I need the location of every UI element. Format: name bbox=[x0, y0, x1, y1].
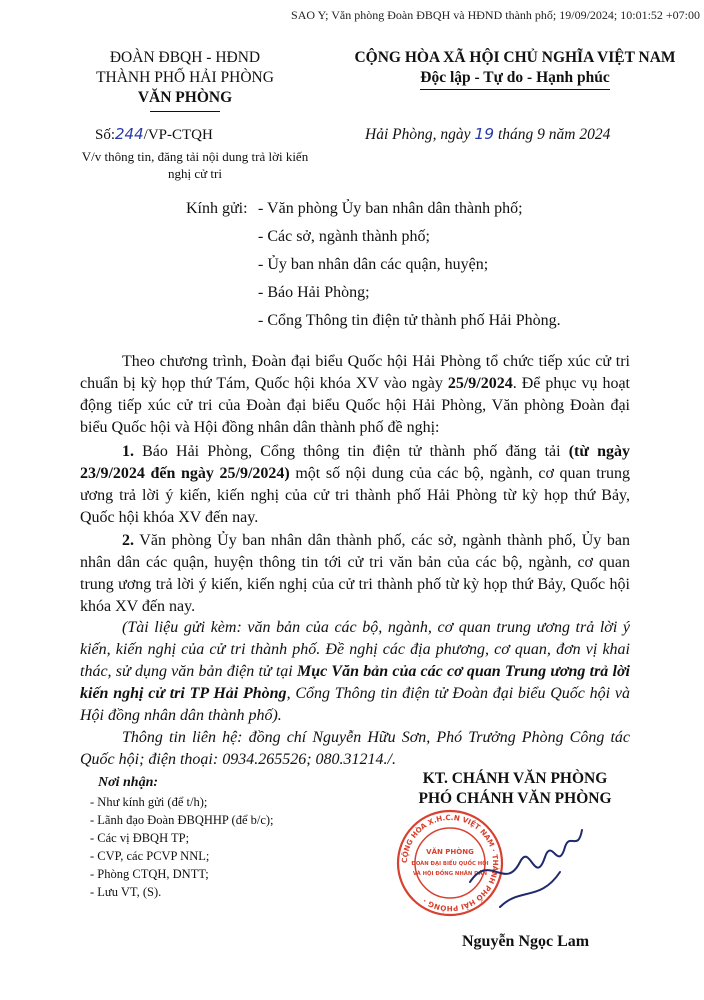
intro-paragraph bbox=[80, 351, 630, 439]
recipient-item: - Các sở, ngành thành phố; bbox=[258, 228, 430, 245]
copy-stamp-line: SAO Y; Văn phòng Đoàn ĐBQH và HĐND thành phố; 19/09/2024; 10:01:52 +07:00 bbox=[291, 8, 700, 22]
signature-title-2: PHÓ CHÁNH VĂN PHÒNG bbox=[418, 790, 612, 807]
place-date-prefix: Hải Phòng, ngày bbox=[365, 126, 471, 143]
attachment-note bbox=[80, 617, 630, 727]
issuer-line-3: VĂN PHÒNG bbox=[137, 89, 233, 106]
issuer-underline bbox=[150, 111, 220, 112]
issuer-line-2: THÀNH PHỐ HẢI PHÒNG bbox=[96, 69, 274, 86]
intro-text-2: . Để phục vụ hoạt động tiếp xúc cử tri của Đoàn đại biểu Quốc hội Hải Phòng, Văn phòng Đoàn đại biểu Quốc hội và Hội đồng nhân dân thành phố đề nghị: bbox=[80, 375, 630, 436]
receiver-item: - Phòng CTQH, DNTT; bbox=[90, 867, 209, 881]
recipient-item: - Văn phòng Ủy ban nhân dân thành phố; bbox=[258, 200, 523, 217]
item-1-text-1: Báo Hải Phòng, Cổng thông tin điện tử thành phố đăng tải bbox=[134, 443, 569, 460]
national-motto: Độc lập - Tự do - Hạnh phúc bbox=[420, 68, 609, 90]
item-1-dates: (từ ngày 23/9/2024 đến ngày 25/9/2024) bbox=[80, 443, 630, 482]
item-1-text-2: một số nội dung của các bộ, ngành, cơ quan trung ương trả lời ý kiến, kiến nghị của cử tri thành phố Hải Phòng từ kỳ họp thứ Bảy, Quốc hội khóa XV đến nay. bbox=[80, 465, 631, 526]
doc-number-handwritten: 244 bbox=[115, 125, 144, 143]
receiver-item: - Lưu VT, (S). bbox=[90, 885, 162, 899]
receiver-item: - Lãnh đạo Đoàn ĐBQHHP (để b/c); bbox=[90, 813, 274, 827]
attachment-text-2: , Cổng Thông tin điện tử Đoàn đại biểu Quốc hội và Hội đồng nhân dân thành phố). bbox=[80, 685, 631, 724]
document-number bbox=[95, 125, 213, 144]
item-2-paragraph bbox=[80, 530, 630, 618]
doc-number-prefix: Số: bbox=[95, 127, 116, 143]
doc-number-suffix: /VP-CTQH bbox=[143, 127, 213, 143]
seal-inner-line-3: VÀ HỘI ĐỒNG NHÂN DÂN bbox=[412, 871, 488, 877]
national-header bbox=[330, 48, 700, 90]
document-subject: V/v thông tin, đăng tải nội dung trả lời kiến nghị cử tri bbox=[81, 149, 309, 181]
item-1-paragraph bbox=[80, 441, 630, 529]
greeting: Kính gửi: bbox=[186, 200, 248, 217]
seal-inner-line-1: VĂN PHÒNG bbox=[426, 848, 474, 856]
intro-date: 25/9/2024 bbox=[447, 375, 513, 392]
place-date-day: 19 bbox=[474, 125, 495, 143]
contact-info: Thông tin liên hệ: đồng chí Nguyễn Hữu Sơn, Phó Trưởng Phòng Công tác Quốc hội; điện thoại: 0934.265526; 080.31214./. bbox=[80, 729, 630, 768]
seal-inner-line-2: ĐOÀN ĐẠI BIỂU QUỐC HỘI bbox=[411, 861, 489, 867]
receivers-title: Nơi nhận: bbox=[98, 775, 159, 790]
recipient-item: - Ủy ban nhân dân các quận, huyện; bbox=[258, 256, 489, 273]
handwritten-signature bbox=[460, 812, 600, 927]
receiver-item: - Các vị ĐBQH TP; bbox=[90, 831, 190, 845]
issuer-line-1: ĐOÀN ĐBQH - HĐND bbox=[109, 49, 261, 66]
item-1-number: 1. bbox=[122, 443, 134, 460]
receiver-item: - CVP, các PCVP NNL; bbox=[90, 849, 210, 863]
place-date bbox=[365, 125, 610, 144]
item-2-number: 2. bbox=[122, 532, 134, 549]
place-date-suffix: tháng 9 năm 2024 bbox=[497, 126, 611, 143]
attachment-section-name: Mục Văn bản của các cơ quan Trung ương trả lời kiến nghị cử tri TP Hải Phòng bbox=[80, 663, 630, 702]
item-2-text: Văn phòng Ủy ban nhân dân thành phố, các sở, ngành thành phố, Ủy ban nhân dân các quận, huyện thông tin tới cử tri văn bản của các bộ, ngành, cơ quan trung ương trả lời ý kiến, kiến nghị của cử tri thành phố từ kỳ họp thứ Bảy, Quốc hội khóa XV đến nay. bbox=[80, 532, 630, 615]
recipient-item: - Cổng Thông tin điện tử thành phố Hải Phòng. bbox=[258, 312, 561, 329]
attachment-text-1: (Tài liệu gửi kèm: văn bản của các bộ, ngành, cơ quan trung ương trả lời ý kiến, kiến nghị của cử tri thành phố. Đề nghị các địa phương, cơ quan, đơn vị khai thác, sử dụng văn bản điện tử tại bbox=[80, 619, 630, 680]
seal-outer-text: CỘNG HÒA X.H.C.N VIỆT NAM · THÀNH PHỐ HẢI PHÒNG · bbox=[399, 812, 501, 914]
intro-text-1: Theo chương trình, Đoàn đại biểu Quốc hội Hải Phòng tổ chức tiếp xúc cử tri chuẩn bị kỳ họp thứ Tám, Quốc hội khóa XV vào ngày bbox=[80, 353, 630, 392]
receiver-item: - Như kính gửi (để t/h); bbox=[90, 795, 208, 809]
issuer-header bbox=[60, 48, 310, 112]
signature-title-1: KT. CHÁNH VĂN PHÒNG bbox=[422, 770, 608, 787]
national-title: CỘNG HÒA XÃ HỘI CHỦ NGHĨA VIỆT NAM bbox=[354, 49, 676, 66]
signer-name: Nguyễn Ngọc Lam bbox=[462, 933, 590, 950]
recipient-item: - Báo Hải Phòng; bbox=[258, 284, 370, 301]
